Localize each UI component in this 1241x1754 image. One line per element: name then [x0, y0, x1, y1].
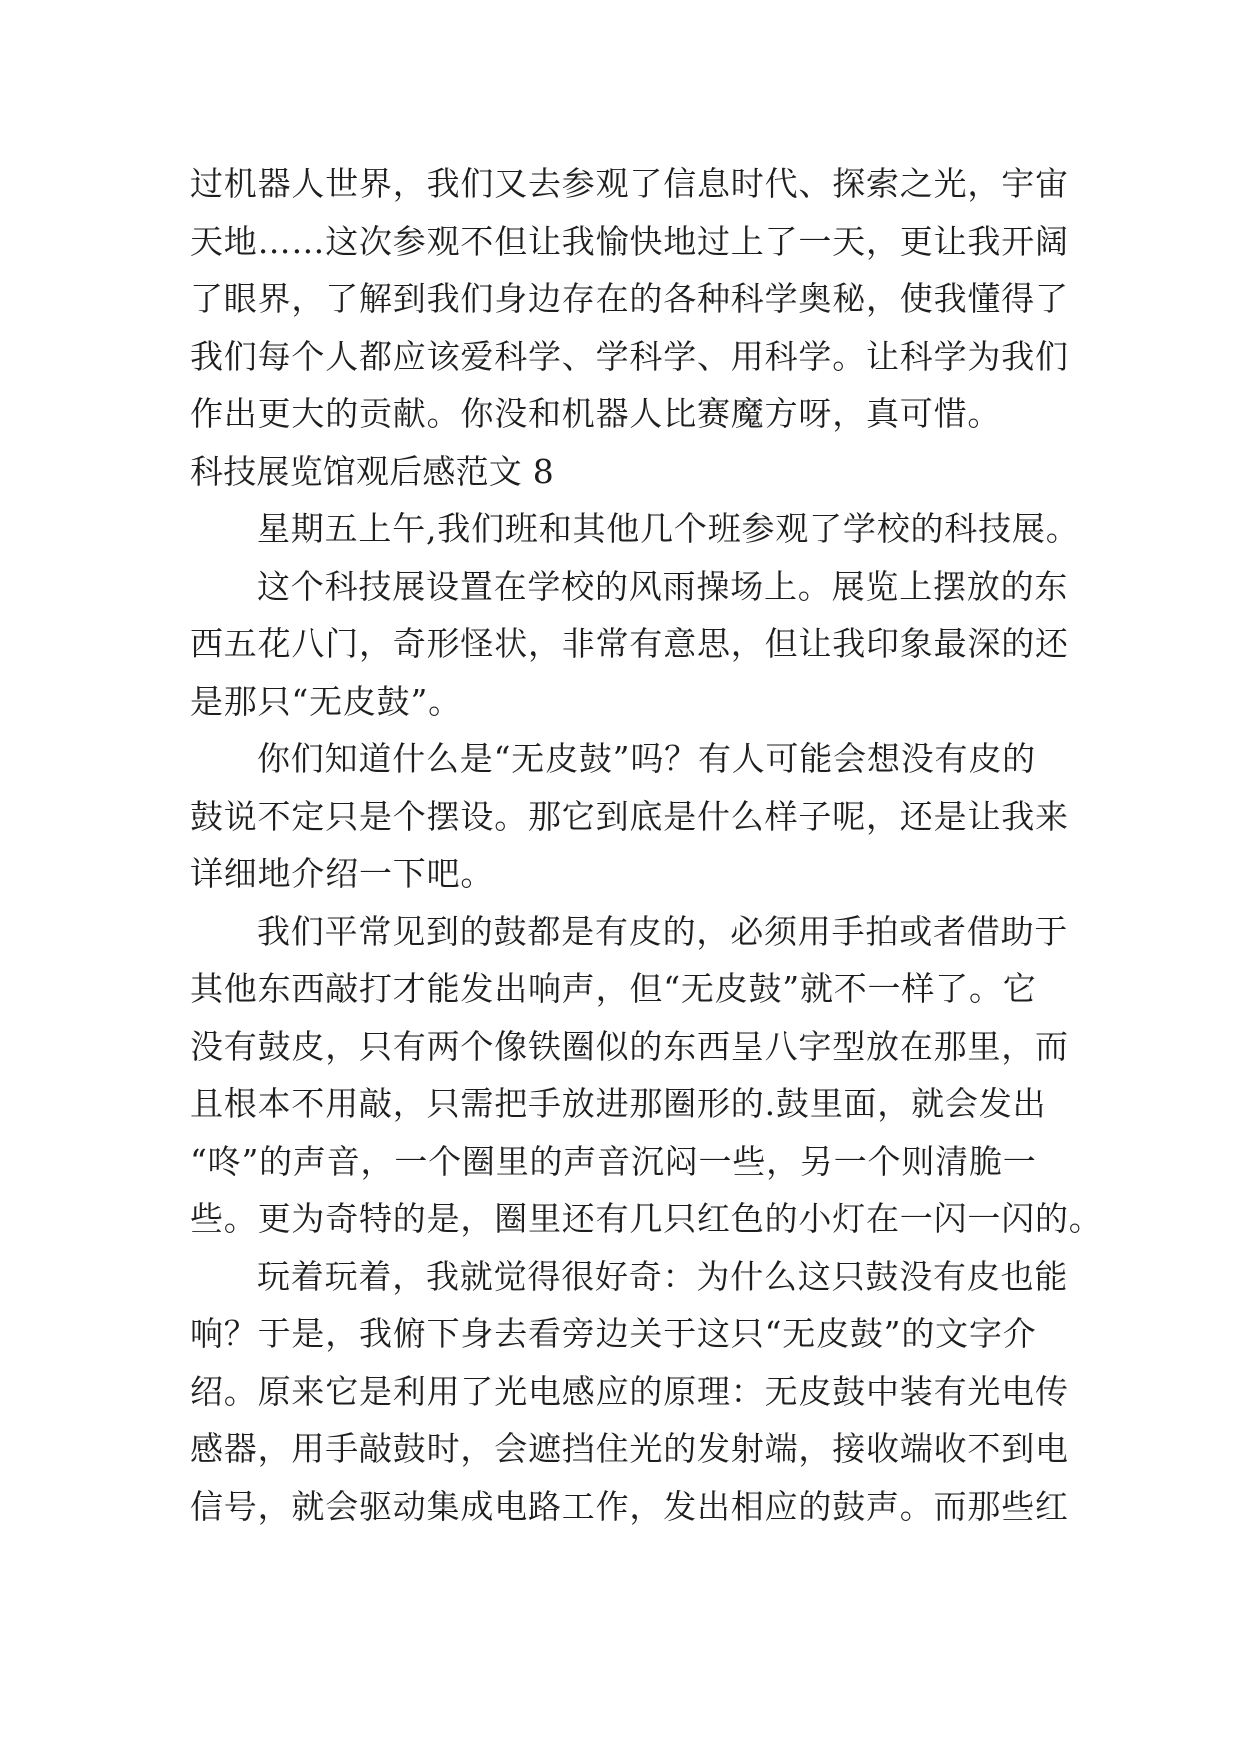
paragraph: [190, 903, 1103, 1248]
paragraph: [190, 155, 1069, 443]
text-line: 了眼界，了解到我们身边存在的各种科学奥秘，使我懂得了: [190, 279, 1069, 318]
paragraph: [190, 558, 1069, 731]
text-line: 感器，用手敲鼓时，会遮挡住光的发射端，接收端收不到电: [190, 1429, 1069, 1468]
text-line: 信号，就会驱动集成电路工作，发出相应的鼓声。而那些红: [190, 1486, 1069, 1526]
text-line: 是那只“无皮鼓”。: [190, 681, 462, 721]
section-title: 科技展览馆观后感范文 8: [190, 451, 554, 491]
text-line: 你们知道什么是“无皮鼓”吗？有人可能会想没有皮的: [257, 739, 1036, 778]
text-line: 西五花八门，奇形怪状，非常有意思，但让我印象最深的还: [190, 624, 1069, 663]
text-line: 我们平常见到的鼓都是有皮的，必须用手拍或者借助于: [257, 911, 1069, 951]
text-line: 没有鼓皮，只有两个像铁圈似的东西呈八字型放在那里，而: [190, 1026, 1069, 1066]
text-line: 天地……这次参观不但让我愉快地过上了一天，更让我开阔: [190, 221, 1069, 261]
paragraph: [190, 500, 1080, 558]
text-line: 星期五上午,我们班和其他几个班参观了学校的科技展。: [257, 509, 1080, 548]
text-line: 玩着玩着，我就觉得很好奇：为什么这只鼓没有皮也能: [257, 1256, 1069, 1296]
text-line: 些。更为奇特的是，圈里还有几只红色的小灯在一闪一闪的。: [190, 1199, 1103, 1238]
text-line: 过机器人世界，我们又去参观了信息时代、探索之光，宇宙: [190, 164, 1069, 203]
text-line: “咚”的声音，一个圈里的声音沉闷一些，另一个则清脆一: [190, 1141, 1037, 1181]
text-line: 作出更大的贡献。你没和机器人比赛魔方呀，真可惜。: [190, 394, 1002, 433]
text-line: 我们每个人都应该爱科学、学科学、用科学。让科学为我们: [190, 336, 1069, 376]
document-page: [190, 155, 1103, 1535]
text-line: 详细地介绍一下吧。: [190, 854, 495, 893]
text-line: 鼓说不定只是个摆设。那它到底是什么样子呢，还是让我来: [190, 796, 1069, 836]
text-line: 这个科技展设置在学校的风雨操场上。展览上摆放的东: [257, 566, 1069, 606]
paragraph: [190, 730, 1069, 903]
section-heading: [190, 443, 1052, 501]
text-line: 绍。原来它是利用了光电感应的原理：无皮鼓中装有光电传: [190, 1371, 1069, 1411]
paragraph: [190, 1248, 1069, 1536]
text-line: 响？于是，我俯下身去看旁边关于这只“无皮鼓”的文字介: [190, 1314, 1037, 1353]
text-line: 且根本不用敲，只需把手放进那圈形的.鼓里面，就会发出: [190, 1084, 1047, 1123]
text-line: 其他东西敲打才能发出响声，但“无皮鼓”就不一样了。它: [190, 969, 1037, 1008]
